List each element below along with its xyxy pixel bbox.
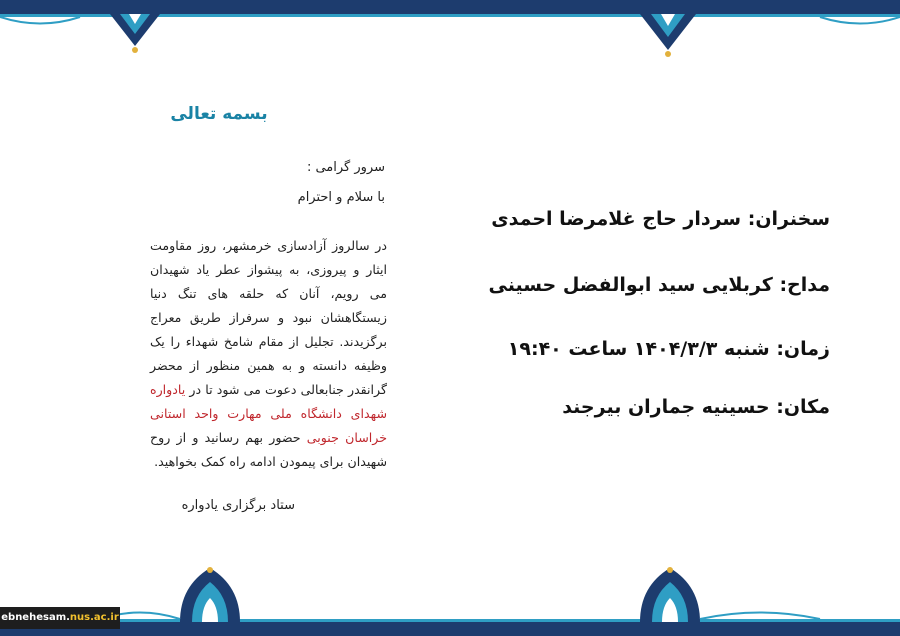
site-watermark	[0, 607, 120, 629]
invitation-paragraph	[150, 234, 387, 474]
watermark-prefix: ebnehesam.	[1, 612, 70, 623]
watermark-domain: nus.ac.ir	[69, 612, 119, 623]
salutation: سرور گرامی :	[306, 160, 385, 175]
time-line: زمان: شنبه ۱۴۰۴/۳/۳ ساعت ۱۹:۴۰	[507, 338, 830, 360]
paragraph-text-end: حضور بهم رسانید و از روح شهیدان برای پیمودن ادامه راه کمک بخواهید.	[150, 430, 387, 469]
event-name-highlight: یادواره شهدای دانشگاه ملی مهارت واحد استانی خراسان جنوبی	[150, 382, 387, 445]
left-bottom-dome-ornament	[180, 567, 240, 622]
right-bottom-dome-ornament	[640, 567, 700, 622]
eulogist-line: مداح: کربلایی سید ابوالفضل حسینی	[488, 274, 830, 296]
paragraph-text-start: در سالروز آزادسازی خرمشهر، روز مقاومت ایثار و پیروزی، به پیشواز عطر یاد شهیدان می رویم، آنان که حلقه های تنگ دنیا زیستگاهشان نبود و سرفراز طریق معراج برگزیدند. تجلیل از مقام شامخ شهداء را یک وظیفه دانسته و به همین منظور از محضر گرانقدر جنابعالی دعوت می شود تا در	[150, 238, 387, 397]
right-top-arch-ornament	[640, 14, 696, 57]
signature: ستاد برگزاری یادواره	[181, 498, 295, 513]
top-ornament-border	[0, 0, 900, 60]
bottom-ornament-border	[0, 566, 900, 636]
left-top-arch-ornament	[110, 14, 160, 53]
speaker-line: سخنران: سردار حاج غلامرضا احمدی	[491, 208, 830, 230]
greeting: با سلام و احترام	[297, 190, 385, 205]
place-line: مکان: حسینیه جماران بیرجند	[562, 396, 830, 418]
basmala-title: بسمه تعالی	[170, 104, 268, 124]
